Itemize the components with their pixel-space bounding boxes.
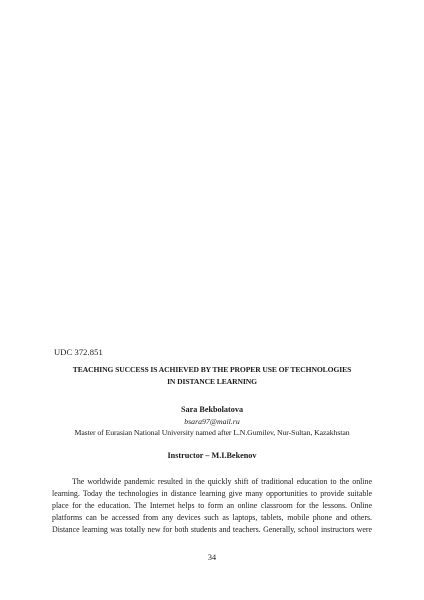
author-email: bsara97@mail.ru xyxy=(184,417,240,426)
udc-code: UDC 372.851 xyxy=(54,347,103,357)
instructor-name: Instructor – M.I.Bekenov xyxy=(167,451,257,460)
body-paragraph xyxy=(52,476,372,536)
author-name: Sara Bekbolatova xyxy=(180,405,244,414)
body-line: learning. Today the technologies in distance learning give many opportunities to provide suitable xyxy=(52,489,372,499)
body-line: Distance learning was totally new for both students and teachers. Generally, school instructors were xyxy=(52,525,372,535)
body-line: place for the education. The Internet helps to form an online classroom for the lessons. Online xyxy=(52,501,372,511)
body-line: platforms can be accessed from any devices such as laptops, tablets, mobile phone and others. xyxy=(52,513,372,523)
body-line: The worldwide pandemic resulted in the quickly shift of traditional education to the online xyxy=(72,477,372,486)
author-affiliation: Master of Eurasian National University named after L.N.Gumilev, Nur-Sultan, Kazakhstan xyxy=(74,428,350,437)
paper-title xyxy=(40,364,384,387)
paper-title-line-1: TEACHING SUCCESS IS ACHIEVED BY THE PROPER USE OF TECHNOLOGIES xyxy=(72,365,352,374)
paper-title-line-2: IN DISTANCE LEARNING xyxy=(167,376,257,386)
page-number: 34 xyxy=(207,553,217,562)
